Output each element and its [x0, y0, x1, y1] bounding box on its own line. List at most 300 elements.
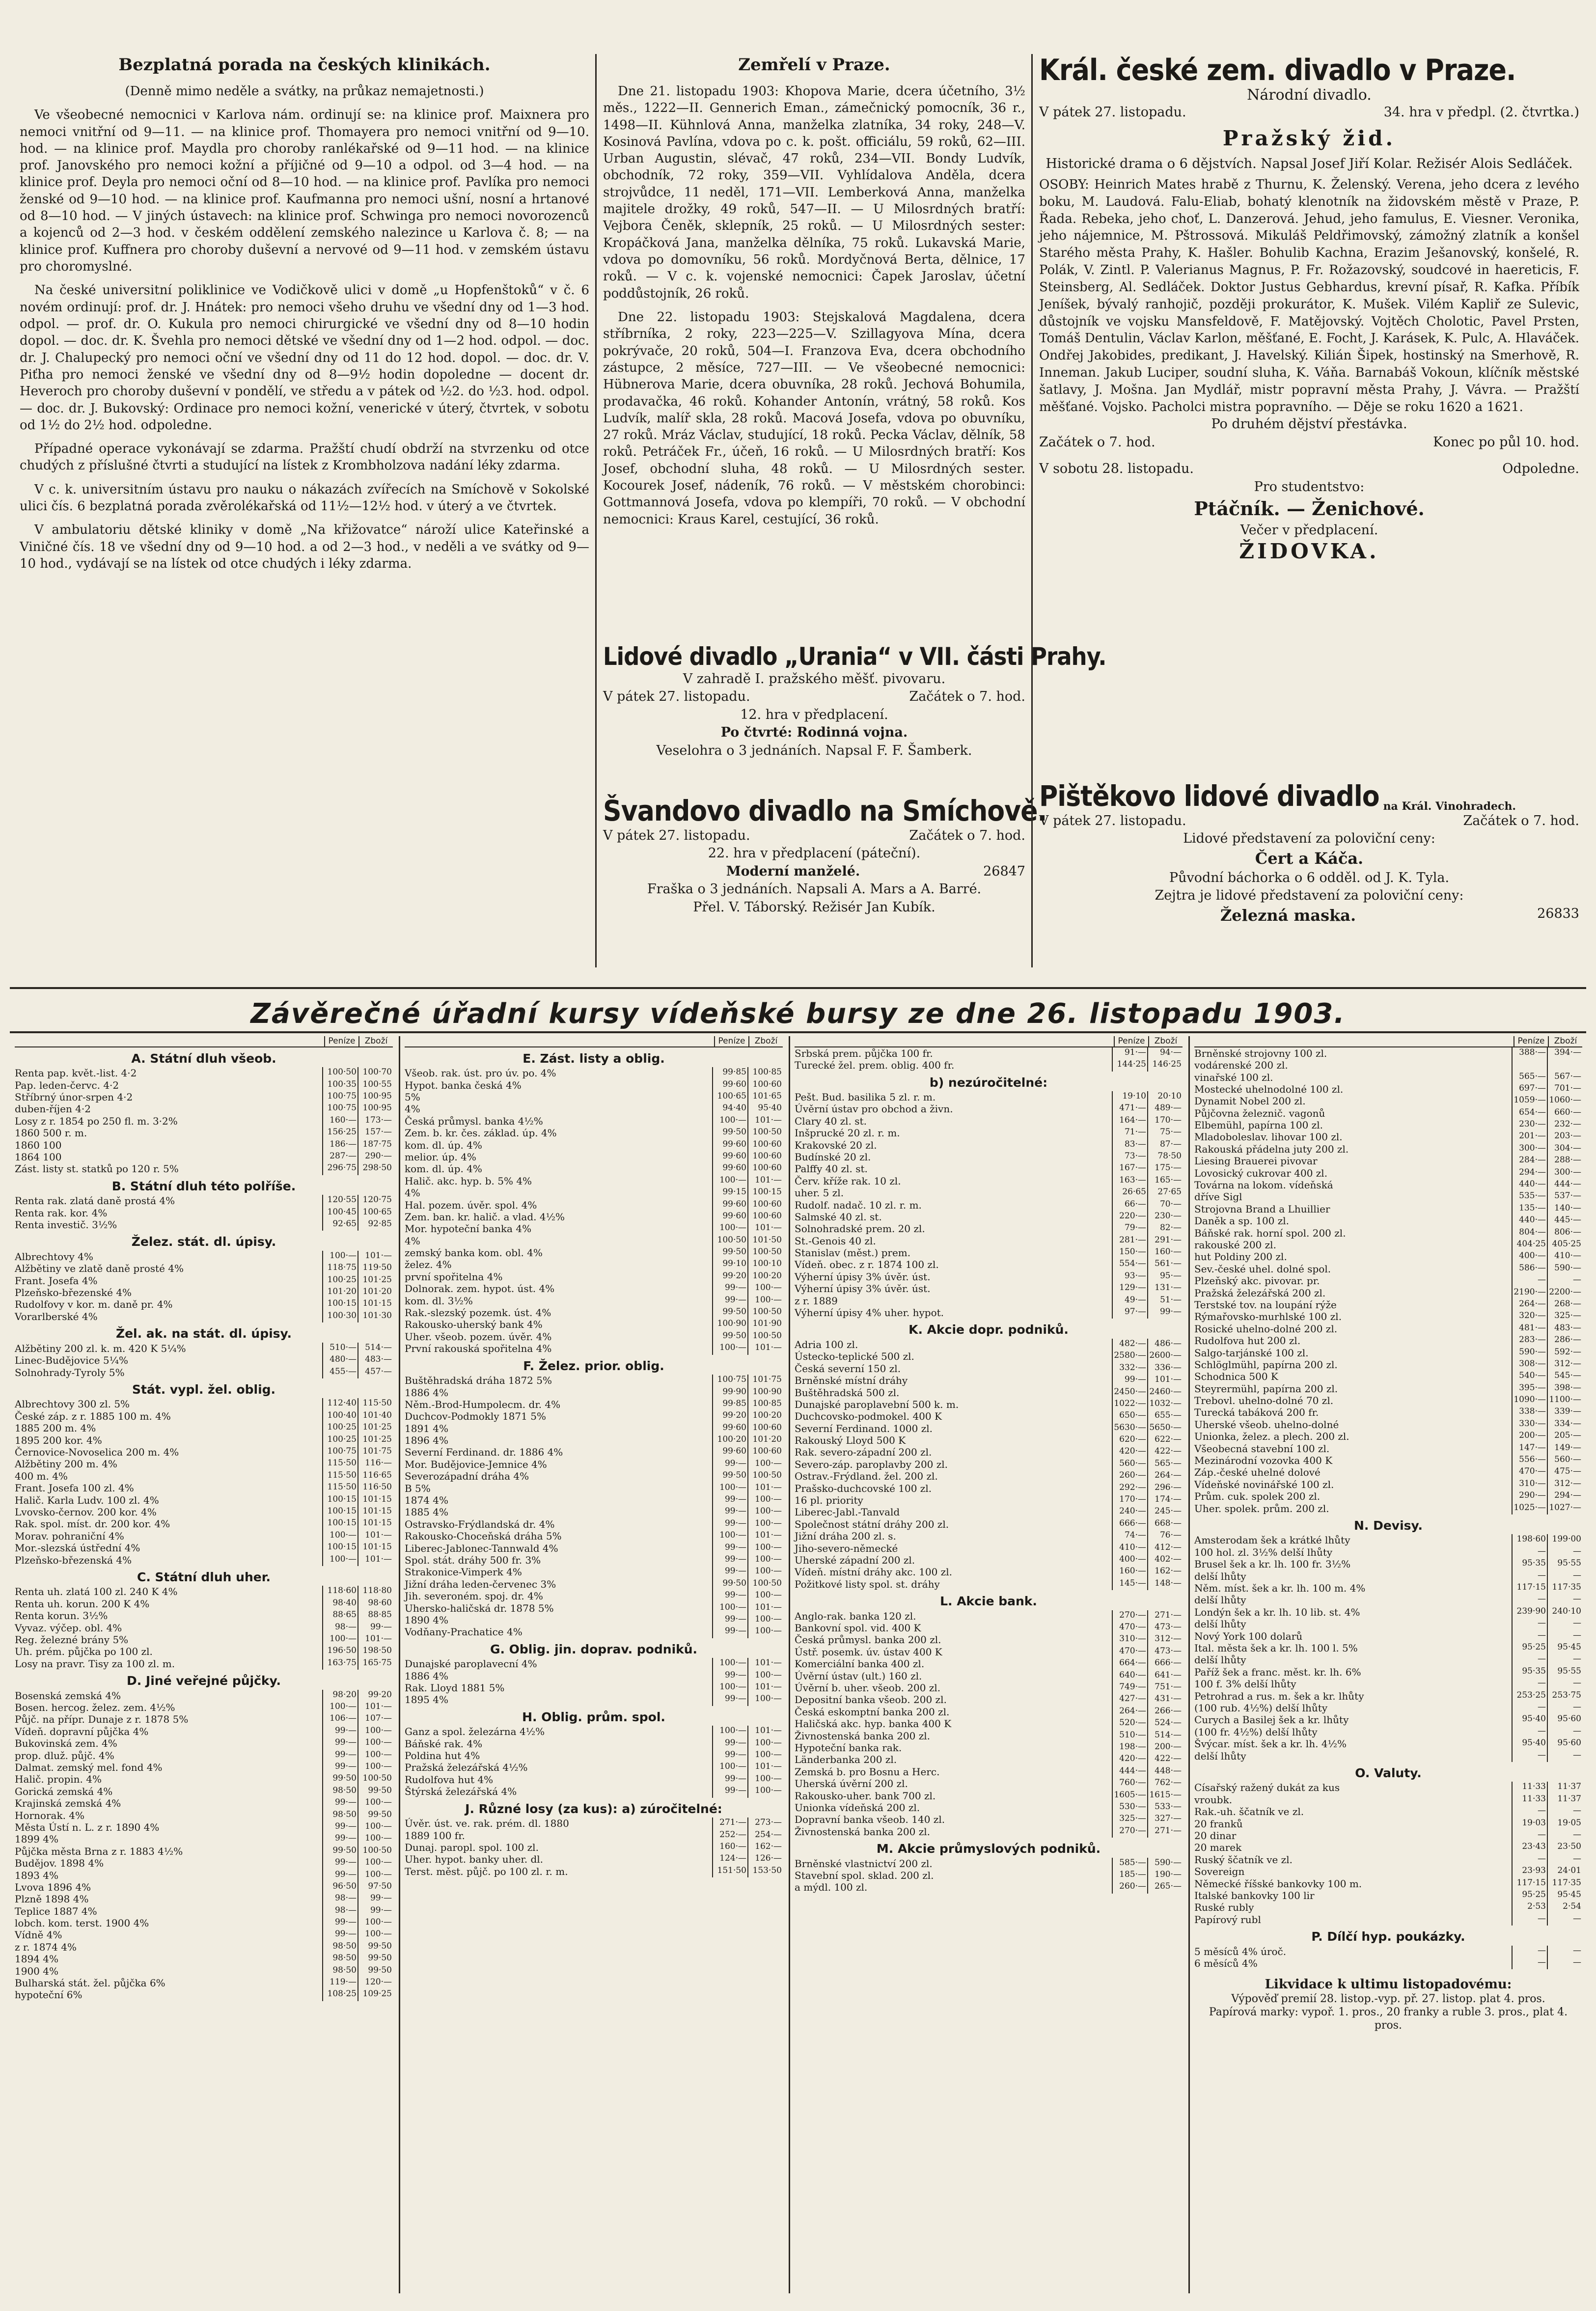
security-name: Curych a Basilej šek a kr. lhůty: [1194, 1714, 1349, 1726]
sell-price: 533·—: [1147, 1802, 1183, 1814]
bursy-row: [15, 1287, 393, 1298]
security-name: Vyvaz. výčep. obl. 4%: [15, 1622, 122, 1634]
bursy-row: [405, 1658, 783, 1670]
buy-price: 19·03: [1512, 1818, 1547, 1830]
security-name: Buštěhradská dráha 1872 5%: [405, 1375, 552, 1387]
buy-price: 252·—: [712, 1830, 747, 1842]
sell-price: 100·—: [747, 1614, 783, 1626]
sell-price: 87·—: [1147, 1139, 1183, 1151]
security-name: 6 měsíců 4%: [1194, 1957, 1258, 1969]
buy-price: 300·—: [1512, 1143, 1547, 1155]
bursy-row: [405, 1423, 783, 1434]
bursy-row: [15, 1530, 393, 1542]
security-name: Všeobecná stavební 100 zl.: [1194, 1442, 1330, 1455]
security-name: Losy z r. 1854 po 250 fl. m. 3·2%: [15, 1115, 178, 1127]
security-name: Uh. prém. půjčka po 100 zl.: [15, 1646, 153, 1658]
sell-price: 100·50: [747, 1247, 783, 1259]
sell-price: —: [1547, 1594, 1582, 1606]
sell-price: 76·—: [1147, 1530, 1183, 1542]
security-name: Reg. železné brány 5%: [15, 1633, 129, 1646]
bursy-row: [1194, 1335, 1582, 1347]
buy-price: 697·—: [1512, 1083, 1547, 1095]
national-subscription: 34. hra v předpl. (2. čtvrtka.): [1383, 105, 1579, 120]
security-name: Paříž šek a franc. měst. kr. lh. 6%: [1194, 1666, 1361, 1678]
sell-price: 101·15: [358, 1518, 393, 1530]
bursy-row: [15, 1610, 393, 1622]
sell-price: 334·—: [1547, 1419, 1582, 1431]
bursy-row: [1194, 1347, 1582, 1359]
buy-price: 99·15: [712, 1187, 747, 1199]
sell-price: 100·60: [747, 1163, 783, 1175]
bursy-column-header: [795, 1036, 1183, 1047]
sell-price: 75·—: [1147, 1127, 1183, 1139]
security-name: Schodnica 500 K: [1194, 1371, 1278, 1383]
security-name: Rýmařovsko-murhlské 100 zl.: [1194, 1311, 1342, 1323]
bursy-row: [795, 1259, 1183, 1270]
bursy-row: [1194, 1957, 1582, 1969]
security-name: Terst. měst. půjč. po 100 zl. r. m.: [405, 1865, 568, 1877]
security-name: 5 měsíců 4% úroč.: [1194, 1945, 1287, 1957]
buy-price: 95·25: [1512, 1642, 1547, 1654]
bursy-row: [15, 1658, 393, 1670]
sell-price: 117·35: [1547, 1582, 1582, 1594]
sell-price: 107·—: [358, 1713, 393, 1725]
bursy-row: [15, 1786, 393, 1797]
sell-price: 100·50: [747, 1331, 783, 1343]
security-name: Rak.-slezský pozemk. úst. 4%: [405, 1307, 551, 1319]
buy-price: 1059·—: [1512, 1095, 1547, 1107]
security-name: Požitkové listy spol. st. dráhy: [795, 1578, 940, 1590]
security-name: lobch. kom. terst. 1900 4%: [15, 1917, 149, 1929]
buy-price: 186·—: [322, 1139, 358, 1151]
buy-price: 296·75: [322, 1163, 358, 1175]
sell-price: 100·60: [747, 1079, 783, 1091]
buy-price: 650·—: [1112, 1410, 1147, 1422]
security-name: Jižní dráha leden-červenec 3%: [405, 1578, 556, 1590]
bursy-row: [15, 1810, 393, 1821]
buy-price: 98·50: [322, 1953, 358, 1965]
buy-price: 98·40: [322, 1598, 358, 1610]
security-name: Haličská akc. hyp. banka 400 K: [795, 1718, 952, 1730]
sell-price: 2·54: [1547, 1901, 1582, 1913]
sell-price: 668·—: [1147, 1518, 1183, 1530]
sell-price: 100·95: [358, 1091, 393, 1103]
bursy-row: [15, 1634, 393, 1646]
bursy-row: [1194, 1702, 1582, 1714]
buy-price: 160·—: [712, 1842, 747, 1853]
buy-price: 100·—: [712, 1658, 747, 1670]
bursy-row: [795, 1091, 1183, 1103]
buy-price: 100·50: [322, 1067, 358, 1079]
buy-price: 99·—: [712, 1670, 747, 1682]
bursy-row: [15, 1542, 393, 1554]
sell-price: —: [1547, 1546, 1582, 1558]
bursy-row: [1194, 1594, 1582, 1606]
deaths-paragraph: Dne 22. listopadu 1903: Stejskalová Magdalena, dcera stříbrníka, 2 roky, 223—225—V. Szillagyova Mína, dcera pokrývače, 20 roků, 504—I. Franzova Eva, dcera obchodního zástupce, 2 měsíce, 727—III. — Ve všeobecné nemocnici: Hübnerova Marie, dcera obuvníka, 28 roků. Jechová Bohumila, prodavačka, 46 roků. Kohander Antonín, vrátný, 58 roků. Kos Ludvík, malíř skla, 28 roků. Macová Josefa, vdova po obuvníku, 27 roků. Mráz Václav, studující, 18 roků. Pecka Václav, dělník, 58 roků. Petráček Fr., účeň, 16 roků. — U Milosrdných bratří: Kos Josef, obchodní sluha, 48 roků. — U Milosrdných sester. Kocourek Josef, nádeník, 76 roků. — V městském chorobinci: Gottmannová Josefa, vdova po klempíři, 70 roků. — V obchodní nemocnici: Kraus Karel, cestující, 36 roků.: [603, 309, 1025, 527]
bursy-row: [1194, 1215, 1582, 1227]
bursy-row: [795, 1682, 1183, 1694]
sell-price: 336·—: [1147, 1363, 1183, 1375]
buy-price: 99·50: [712, 1247, 747, 1259]
buy-price: 100·—: [712, 1175, 747, 1187]
sell-price: 100·—: [358, 1870, 393, 1881]
sell-price: 473·—: [1147, 1646, 1183, 1658]
sell-price: 100·70: [358, 1067, 393, 1079]
liquidation-title: Likvidace k ultimu listopadovému:: [1265, 1977, 1512, 1992]
sell-price: 514·—: [1147, 1730, 1183, 1742]
security-name: Něm. míst. šek a kr. lh. 100 m. 4%: [1194, 1582, 1366, 1595]
buy-price: 99·60: [712, 1151, 747, 1163]
security-name: 1860 100: [15, 1139, 62, 1151]
buy-price: 99·—: [712, 1506, 747, 1518]
buy-price: 294·—: [1512, 1167, 1547, 1179]
sell-price: 100·—: [747, 1750, 783, 1761]
security-name: Trebovl. uhelno-dolné 70 zl.: [1194, 1395, 1334, 1407]
bursy-row: [795, 1047, 1183, 1059]
security-name: Clary 40 zl. st.: [795, 1115, 867, 1127]
security-name: Srbská prem. půjčka 100 fr.: [795, 1047, 933, 1059]
bursy-row: [15, 1881, 393, 1893]
buy-price: —: [1512, 1275, 1547, 1287]
security-name: Alžbětiny 200 m. 4%: [15, 1458, 117, 1470]
sell-price: 254·—: [747, 1830, 783, 1842]
security-name: Mor. Budějovice-Jemnice 4%: [405, 1458, 547, 1470]
security-name: kom. dl. úp. 4%: [405, 1163, 482, 1175]
sell-price: 5650·—: [1147, 1423, 1183, 1434]
security-name: Komerciální banka 400 zl.: [795, 1658, 925, 1670]
bursy-row: [795, 1670, 1183, 1682]
sell-price: 146·25: [1147, 1059, 1183, 1071]
sell-price: 199·00: [1547, 1534, 1582, 1546]
sell-price: 100·65: [358, 1207, 393, 1219]
buy-price: 26·65: [1112, 1187, 1147, 1199]
bursy-row: [405, 1375, 783, 1386]
bursy-section-heading: K. Akcie dopr. podniků.: [908, 1322, 1069, 1337]
security-name: Zem. ban. kr. halič. a vlad. 4½%: [405, 1211, 565, 1223]
sell-price: 312·—: [1547, 1479, 1582, 1490]
sell-price: 175·—: [1147, 1163, 1183, 1175]
sell-price: 205·—: [1547, 1431, 1582, 1442]
buy-price: 240·—: [1112, 1506, 1147, 1518]
buy-price: 100·75: [712, 1375, 747, 1386]
urania-start: Začátek o 7. hod.: [909, 689, 1025, 705]
bursy-row: [795, 1387, 1183, 1399]
buy-price: 74·—: [1112, 1530, 1147, 1542]
bursy-row: [405, 1211, 783, 1223]
buy-price: 98·—: [322, 1893, 358, 1905]
buy-price: —: [1512, 1618, 1547, 1630]
bursy-row: [1194, 1395, 1582, 1406]
clinics-title: Bezplatná porada na českých klinikách.: [118, 55, 491, 75]
security-name: 1886 4%: [405, 1670, 448, 1682]
bursy-row: [795, 1742, 1183, 1754]
sell-header: Zboží: [358, 1036, 393, 1046]
bursy-row: [1194, 1383, 1582, 1395]
buy-price: 156·25: [322, 1127, 358, 1139]
security-name: 5%: [405, 1091, 420, 1103]
security-name: Sev.-české uhel. dolné spol.: [1194, 1263, 1331, 1275]
security-name: Depositní banka všeob. 200 zl.: [795, 1694, 947, 1706]
buy-price: 100·15: [322, 1518, 358, 1530]
sell-price: 100·60: [747, 1199, 783, 1211]
buy-price: 201·—: [1512, 1131, 1547, 1143]
bursy-section-heading: Stát. vypl. žel. oblig.: [132, 1382, 276, 1397]
buy-price: 5630·—: [1112, 1423, 1147, 1434]
sell-price: —: [1547, 1630, 1582, 1642]
buy-price: 100·—: [712, 1223, 747, 1235]
security-name: kom. dl. 3½%: [405, 1294, 473, 1307]
bursy-row: [1194, 1666, 1582, 1678]
buy-price: 325·—: [1112, 1814, 1147, 1825]
sell-price: 294·—: [1547, 1490, 1582, 1502]
sell-price: 173·—: [358, 1115, 393, 1127]
security-name: Duchcov-Podmokly 1871 5%: [405, 1410, 546, 1423]
security-name: Uhersko-haličská dr. 1878 5%: [405, 1602, 554, 1614]
sell-price: 101·50: [747, 1235, 783, 1247]
security-name: Rudolfova hut 200 zl.: [1194, 1335, 1301, 1347]
bursy-title: Závěrečné úřadní kursy vídeňské bursy ze dne 26. listopadu 1903.: [250, 998, 1346, 1030]
bursy-row: [795, 1610, 1183, 1622]
bursy-row: [795, 1283, 1183, 1294]
buy-price: 94·40: [712, 1103, 747, 1115]
sell-price: 101·—: [358, 1251, 393, 1263]
sell-price: 95·55: [1547, 1666, 1582, 1678]
buy-price: 470·—: [1512, 1466, 1547, 1478]
buy-price: 95·40: [1512, 1714, 1547, 1726]
bursy-row: [1194, 1726, 1582, 1738]
security-name: Uherské všeob. uhelno-dolné: [1194, 1418, 1339, 1431]
urania-date: V pátek 27. listopadu.: [603, 689, 750, 705]
bursy-row: [15, 1702, 393, 1713]
bursy-row: [795, 1103, 1183, 1115]
buy-price: 95·35: [1512, 1666, 1547, 1678]
bursy-row: [1194, 1901, 1582, 1913]
sell-price: 190·—: [1147, 1870, 1183, 1881]
bursy-row: [795, 1139, 1183, 1151]
sell-price: 101·—: [747, 1761, 783, 1773]
buy-price: —: [1512, 1957, 1547, 1969]
buy-price: 99·—: [322, 1737, 358, 1749]
security-name: Krakovské 20 zl.: [795, 1139, 877, 1151]
buy-price: 482·—: [1112, 1339, 1147, 1350]
security-name: 1894 4%: [15, 1953, 58, 1965]
bursy-row: [1194, 1191, 1582, 1203]
security-name: Anglo-rak. banka 120 zl.: [795, 1610, 916, 1622]
bursy-row: [15, 1737, 393, 1749]
buy-price: —: [1512, 1630, 1547, 1642]
buy-price: 100·75: [322, 1091, 358, 1103]
buy-price: 749·—: [1112, 1682, 1147, 1694]
security-name: Ostrav.-Frýdland. žel. 200 zl.: [795, 1470, 938, 1483]
bursy-row: [15, 1115, 393, 1127]
bursy-row: [405, 1410, 783, 1422]
buy-price: 99·—: [712, 1750, 747, 1761]
buy-price: 664·—: [1112, 1658, 1147, 1670]
buy-price: 510·—: [322, 1343, 358, 1354]
pistek-start: Začátek o 7. hod.: [1463, 813, 1579, 828]
buy-price: 420·—: [1112, 1754, 1147, 1765]
bursy-row: [795, 1483, 1183, 1494]
security-name: Halič. akc. hyp. b. 5% 4%: [405, 1175, 532, 1187]
buy-price: 444·—: [1112, 1766, 1147, 1778]
buy-price: 99·—: [712, 1283, 747, 1294]
buy-price: —: [1512, 1654, 1547, 1666]
bursy-row: [405, 1319, 783, 1330]
buy-price: 99·50: [712, 1470, 747, 1482]
security-name: 1893 4%: [15, 1869, 58, 1881]
bursy-row: [795, 1175, 1183, 1187]
bursy-row: [1194, 1546, 1582, 1558]
urania-line: Veselohra o 3 jednáních. Napsal F. F. Šamberk.: [656, 743, 972, 758]
sell-price: 120·—: [358, 1977, 393, 1989]
buy-price: 100·—: [322, 1251, 358, 1263]
bursy-row: [1194, 1359, 1582, 1371]
buy-price: 92·65: [322, 1219, 358, 1231]
bursy-row: [15, 1343, 393, 1354]
buy-price: 98·—: [322, 1905, 358, 1917]
security-name: Rudolfovy v kor. m. daně pr. 4%: [15, 1298, 173, 1311]
urania-line: V zahradě I. pražského měšť. pivovaru.: [683, 671, 946, 687]
bursy-row: [1194, 1095, 1582, 1107]
security-name: 1885 4%: [405, 1506, 448, 1518]
security-name: Renta pap. květ.-list. 4·2: [15, 1067, 137, 1079]
buy-price: 99·20: [712, 1271, 747, 1283]
bursy-row: [1194, 1570, 1582, 1582]
buy-price: 230·—: [1512, 1119, 1547, 1131]
bursy-row: [795, 1458, 1183, 1470]
security-name: Mor.-slezská ústřední 4%: [15, 1542, 140, 1554]
buy-price: 804·—: [1512, 1227, 1547, 1239]
sell-price: 88·85: [358, 1610, 393, 1622]
sell-price: 230·—: [1147, 1211, 1183, 1223]
bursy-row: [1194, 1830, 1582, 1842]
sell-price: 253·75: [1547, 1690, 1582, 1702]
bursy-row: [1194, 1263, 1582, 1275]
sell-price: 101·15: [358, 1494, 393, 1506]
bursy-row: [1194, 1443, 1582, 1455]
security-name: želez. 4%: [405, 1259, 452, 1271]
sell-price: 666·—: [1147, 1658, 1183, 1670]
sell-price: 245·—: [1147, 1506, 1183, 1518]
buy-price: 99·—: [322, 1870, 358, 1881]
buy-price: 100·25: [322, 1422, 358, 1434]
bursy-row: [1194, 1251, 1582, 1263]
buy-price: 99·60: [712, 1139, 747, 1151]
bursy-row: [1194, 1654, 1582, 1666]
bursy-row: [1194, 1455, 1582, 1466]
buy-price: 99·—: [712, 1614, 747, 1626]
sell-price: 100·60: [747, 1211, 783, 1223]
deaths-title: Zemřelí v Praze.: [738, 55, 890, 75]
sell-price: 300·—: [1547, 1167, 1582, 1179]
bursy-row: [795, 1247, 1183, 1259]
sell-price: 92·85: [358, 1219, 393, 1231]
bursy-row: [15, 1367, 393, 1378]
buy-price: 99·—: [322, 1750, 358, 1761]
bursy-row: [405, 1331, 783, 1343]
bursy-row: [405, 1786, 783, 1797]
buy-price: 253·25: [1512, 1690, 1547, 1702]
sell-price: 100·—: [358, 1761, 393, 1773]
buy-price: 287·—: [322, 1151, 358, 1163]
urania-play: Po čtvrté: Rodinná vojna.: [720, 725, 908, 741]
sell-price: 198·50: [358, 1646, 393, 1657]
security-name: a mýdl. 100 zl.: [795, 1881, 868, 1894]
bursy-row: [405, 1842, 783, 1853]
buy-price: 97·—: [1112, 1307, 1147, 1319]
sell-price: 2200·—: [1547, 1287, 1582, 1299]
national-saturday: V sobotu 28. listopadu.: [1039, 461, 1194, 477]
sell-price: 100·10: [747, 1259, 783, 1270]
bursy-row: [405, 1091, 783, 1103]
sell-price: 101·—: [747, 1530, 783, 1542]
security-name: Plzeňsko-březenská 4%: [15, 1554, 132, 1566]
buy-price: 395·—: [1512, 1383, 1547, 1395]
national-saturday-time: Odpoledne.: [1502, 461, 1579, 477]
security-name: Petrohrad a rus. m. šek a kr. lhůty: [1194, 1690, 1364, 1702]
security-name: Úvěrní ústav (ult.) 160 zl.: [795, 1670, 922, 1682]
bursy-row: [795, 1223, 1183, 1235]
svandovo-number: 26847: [983, 863, 1025, 879]
security-name: Renta korun. 3½%: [15, 1610, 108, 1622]
security-name: 1896 4%: [405, 1434, 448, 1447]
sell-price: 100·—: [747, 1518, 783, 1530]
deaths-paragraph: Dne 21. listopadu 1903: Khopova Marie, dcera účetního, 3½ měs., 1222—II. Gennerich Eman., zámečnický pomocník, 36 r., 1498—II. Kühnlová Anna, manželka zlatníka, 34 roky, 248—V. Kosinová Pavlína, vdova po c. k. pošt. officiálu, 59 roků, 62—III. Urban Augustin, slévač, 47 roků, 234—VII. Bondy Ludvík, obchodník, 72 roky, 359—VII. Vyhlídalova Anděla, dcera strojvůdce, 11 neděl, 171—VII. Lemberková Anna, manželka majitele drožky, 49 roků, 547—II. — U Milosrdných bratří: Vejbora Čeněk, sklepník, 25 roků. — U Milosrdných sester: Kropáčková Jana, manželka dělníka, 75 roků. Lukavská Marie, vdova po domovníku, 56 roků. Mordyčnová Berta, dělnice, 17 roků. — V c. k. vojenské nemocnici: Čapek Jaroslav, účetní poddůstojník, 26 roků.: [603, 83, 1025, 301]
sell-price: —: [1547, 1654, 1582, 1666]
sell-price: 101·—: [747, 1343, 783, 1354]
buy-price: —: [1512, 1854, 1547, 1866]
security-name: Úvěrní b. uher. všeob. 200 zl.: [795, 1681, 941, 1694]
sell-price: 448·—: [1147, 1766, 1183, 1778]
bursy-row: [405, 1199, 783, 1211]
sell-price: 149·—: [1547, 1443, 1582, 1455]
sell-price: 165·—: [1147, 1175, 1183, 1187]
sell-price: —: [1547, 1275, 1582, 1287]
sell-price: 296·—: [1147, 1483, 1183, 1494]
sell-price: 99·50: [358, 1941, 393, 1953]
security-name: hypoteční 6%: [15, 1989, 83, 2001]
security-name: Terstské tov. na loupání rýže: [1194, 1298, 1337, 1311]
sell-price: 101·—: [747, 1658, 783, 1670]
buy-price: 117·15: [1512, 1582, 1547, 1594]
buy-price: 196·50: [322, 1646, 358, 1657]
security-name: Lvovsko-černov. 200 kor. 4%: [15, 1506, 157, 1518]
security-name: prop. dluž. půjč. 4%: [15, 1749, 114, 1761]
buy-price: 23·93: [1512, 1866, 1547, 1877]
clinics-paragraph: (Denně mimo neděle a svátky, na průkaz nemajetnosti.): [125, 83, 484, 99]
sell-price: 100·20: [747, 1271, 783, 1283]
pistek-title-small: na Král. Vinohradech.: [1383, 799, 1516, 813]
bursy-row: [795, 1518, 1183, 1530]
national-play: Pražský žid.: [1222, 126, 1396, 151]
sell-price: 751·—: [1147, 1682, 1183, 1694]
security-name: Ústecko-teplické 500 zl.: [795, 1350, 914, 1363]
sell-price: 101·30: [358, 1311, 393, 1322]
buy-price: 2450·—: [1112, 1387, 1147, 1399]
sell-price: —: [1547, 1806, 1582, 1817]
bursy-row: [405, 1235, 783, 1247]
sell-price: 100·—: [358, 1917, 393, 1929]
security-name: Ostravsko-Frýdlandská dr. 4%: [405, 1518, 555, 1530]
sell-price: 268·—: [1547, 1299, 1582, 1311]
bursy-row: [795, 1423, 1183, 1434]
bursy-column: [795, 1036, 1183, 2293]
bursy-row: [1194, 1047, 1582, 1059]
bursy-row: [1194, 1072, 1582, 1083]
security-name: Amsterodam šek a krátké lhůty: [1194, 1534, 1350, 1546]
bursy-row: [15, 1219, 393, 1231]
sell-price: 266·—: [1147, 1706, 1183, 1718]
